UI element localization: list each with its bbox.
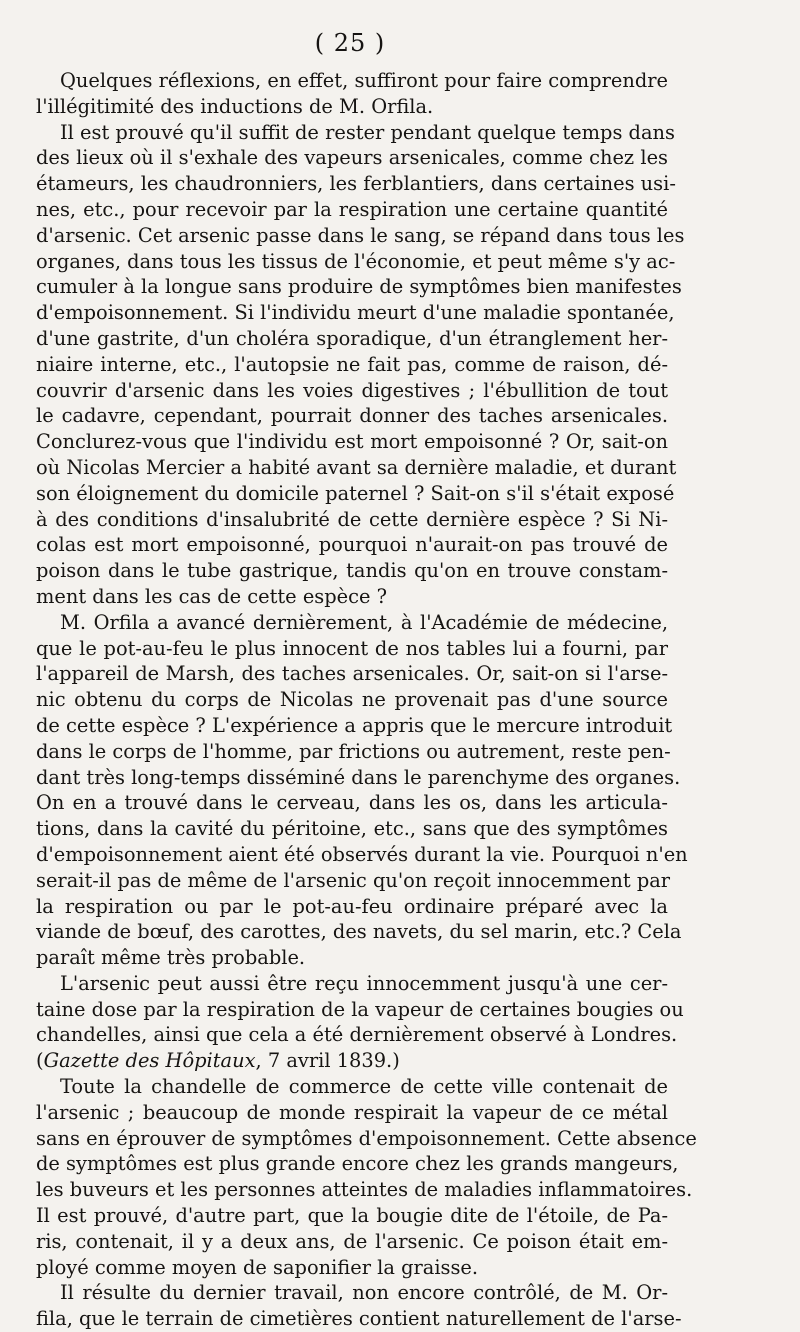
text-line: nic obtenu du corps de Nicolas ne provenait pas d'une source [36, 688, 668, 712]
text-line: Quelques réflexions, en effet, suffiront pour faire comprendre [60, 69, 668, 92]
text-line: d'empoisonnement. Si l'individu meurt d'une maladie spontanée, [36, 301, 675, 325]
citation-line [36, 1048, 668, 1074]
page-number: ( 25 ) [314, 29, 386, 57]
text-line: On en a trouvé dans le cerveau, dans les os, dans les articula- [36, 791, 668, 815]
text-line: de symptômes est plus grande encore chez les grands mangeurs, [36, 1152, 679, 1176]
paragraph-cimetieres [36, 1280, 682, 1332]
paragraph-pot-au-feu [36, 610, 688, 971]
paragraph-bougies [36, 971, 684, 1074]
citation-date: , 7 avril 1839.) [255, 1049, 400, 1073]
text-line: sans en éprouver de symptômes d'empoisonnement. Cette absence [36, 1126, 697, 1150]
text-line: d'arsenic. Cet arsenic passe dans le sang, se répand dans tous les [36, 223, 685, 247]
text-line: ris, contenait, il y a deux ans, de l'arsenic. Ce poison était em- [36, 1229, 668, 1253]
text-line: couvrir d'arsenic dans les voies digestives ; l'ébullition de tout [36, 378, 668, 402]
text-line: taine dose par la respiration de la vapeur de certaines bougies ou [36, 997, 684, 1021]
paragraph-vapeurs-arsenicales [36, 120, 685, 610]
citation-open: ( [36, 1049, 44, 1073]
text-line: Il est prouvé, d'autre part, que la bougie dite de l'étoile, de Pa- [36, 1204, 668, 1228]
text-line: colas est mort empoisonné, pourquoi n'aurait-on pas trouvé de [36, 533, 668, 557]
text-line: fila, que le terrain de cimetières contient naturellement de l'arse- [36, 1307, 682, 1331]
text-line: les buveurs et les personnes atteintes de maladies inflammatoires. [36, 1178, 693, 1202]
paragraph-reflexions [36, 68, 668, 120]
text-line: l'illégitimité des inductions de M. Orfila. [36, 94, 434, 118]
text-line: paraît même très probable. [36, 946, 306, 970]
text-line: le cadavre, cependant, pourrait donner des taches arsenicales. [36, 404, 668, 428]
text-line: où Nicolas Mercier a habité avant sa dernière maladie, et durant [36, 455, 677, 479]
text-line: des lieux où il s'exhale des vapeurs arsenicales, comme chez les [36, 146, 668, 170]
body-text [36, 68, 697, 1332]
text-line: Conclurez-vous que l'individu est mort empoisonné ? Or, sait-on [36, 430, 668, 454]
text-line: d'une gastrite, d'un choléra sporadique, d'un étranglement her- [36, 326, 668, 350]
text-line: d'empoisonnement aient été observés durant la vie. Pourquoi n'en [36, 842, 688, 866]
text-line: chandelles, ainsi que cela a été dernièrement observé à Londres. [36, 1023, 678, 1047]
text-line: organes, dans tous les tissus de l'économie, et peut même s'y ac- [36, 249, 676, 273]
text-line: Toute la chandelle de commerce de cette ville contenait de [60, 1075, 668, 1099]
text-line: cumuler à la longue sans produire de symptômes bien manifestes [36, 275, 682, 299]
text-line: l'arsenic ; beaucoup de monde respirait la vapeur de ce métal [36, 1100, 668, 1124]
text-line: M. Orfila a avancé dernièrement, à l'Académie de médecine, [60, 610, 668, 634]
text-line: que le pot-au-feu le plus innocent de nos tables lui a fourni, par [36, 636, 668, 660]
citation-source: Gazette des Hôpitaux [43, 1049, 256, 1073]
text-line: dans le corps de l'homme, par frictions ou autrement, reste pen- [36, 739, 671, 763]
text-line: son éloignement du domicile paternel ? Sait-on s'il s'était exposé [36, 481, 675, 505]
text-line: tions, dans la cavité du péritoine, etc., sans que des symptômes [36, 817, 668, 841]
text-line: nes, etc., pour recevoir par la respiration une certaine quantité [36, 197, 668, 221]
text-line: niaire interne, etc., l'autopsie ne fait pas, comme de raison, dé- [36, 352, 668, 376]
text-line: Il est prouvé qu'il suffit de rester pendant quelque temps dans [60, 120, 675, 144]
text-line: serait-il pas de même de l'arsenic qu'on reçoit innocemment par [36, 868, 671, 892]
text-line: Il résulte du dernier travail, non encore contrôlé, de M. Or- [60, 1281, 668, 1305]
text-line: L'arsenic peut aussi être reçu innocemment jusqu'à une cer- [60, 971, 668, 995]
text-line: la respiration ou par le pot-au-feu ordinaire préparé avec la [36, 894, 668, 918]
text-line: à des conditions d'insalubrité de cette dernière espèce ? Si Ni- [36, 507, 668, 531]
text-line: ment dans les cas de cette espèce ? [36, 584, 388, 608]
text-line: l'appareil de Marsh, des taches arsenicales. Or, sait-on si l'arse- [36, 662, 668, 686]
text-line: étameurs, les chaudronniers, les ferblantiers, dans certaines usi- [36, 172, 676, 196]
text-line: poison dans le tube gastrique, tandis qu'on en trouve constam- [36, 559, 668, 583]
text-line: de cette espèce ? L'expérience a appris que le mercure introduit [36, 713, 673, 737]
text-line: dant très long-temps disséminé dans le parenchyme des organes. [36, 765, 681, 789]
text-line: viande de bœuf, des carottes, des navets, du sel marin, etc.? Cela [36, 920, 682, 944]
text-line: ployé comme moyen de saponifier la graisse. [36, 1255, 479, 1279]
paragraph-chandelle-londres [36, 1074, 697, 1280]
